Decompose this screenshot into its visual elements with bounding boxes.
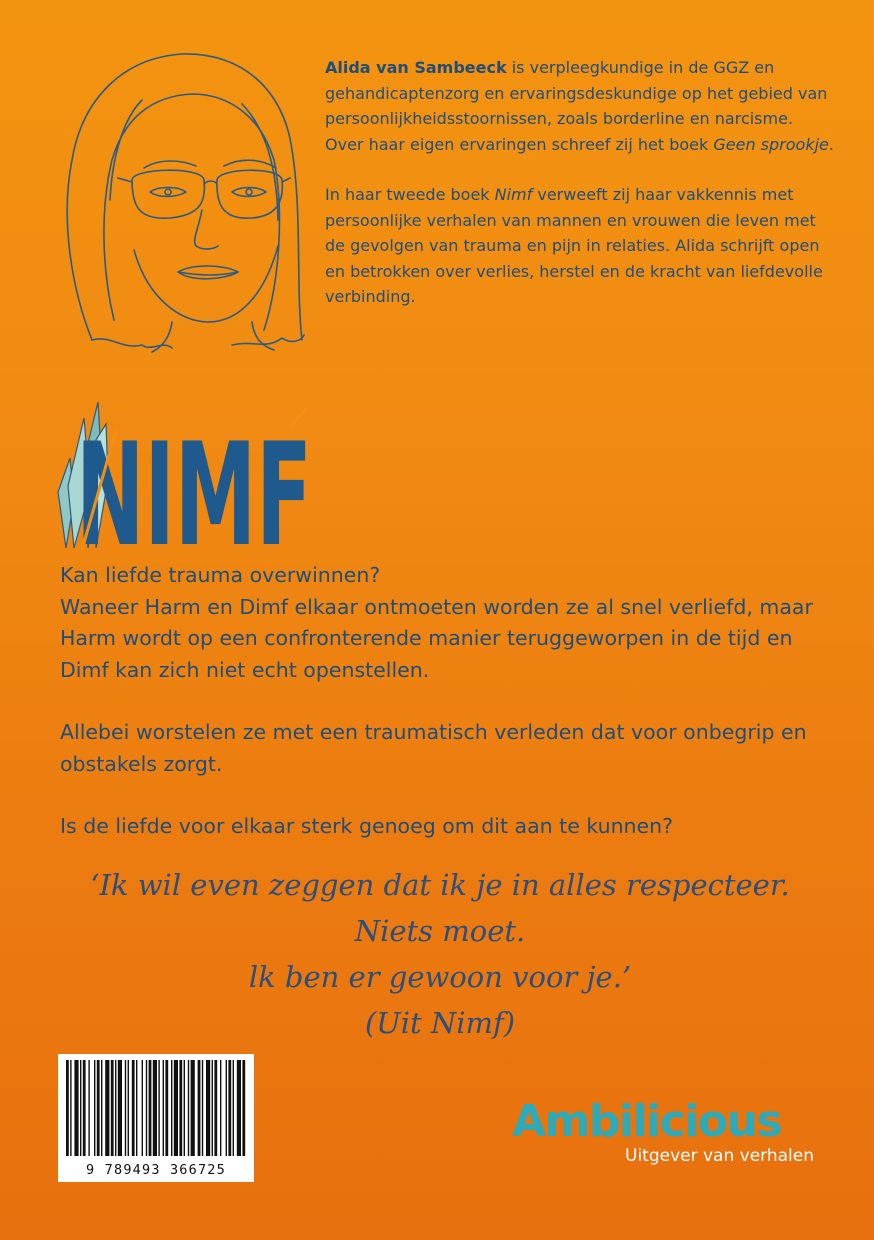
barcode-bar xyxy=(179,1060,182,1156)
barcode-bar xyxy=(83,1060,86,1156)
barcode-bar xyxy=(142,1060,143,1156)
barcode-bar xyxy=(101,1060,102,1156)
book-title-inline: Nimf xyxy=(494,185,533,204)
book-quote xyxy=(40,862,840,1046)
blurb-paragraph-2: Allebei worstelen ze met een traumatisch verleden dat voor onbegrip en obstakels zorgt. xyxy=(60,720,807,776)
barcode-bar xyxy=(128,1060,129,1156)
barcode-bar xyxy=(105,1060,109,1156)
barcode-bar xyxy=(237,1060,241,1156)
barcode-bar xyxy=(66,1060,69,1156)
barcode-bar xyxy=(174,1060,178,1156)
barcode-bar xyxy=(118,1060,122,1156)
barcode-bar xyxy=(206,1060,210,1156)
barcode-bar xyxy=(202,1060,203,1156)
isbn-barcode xyxy=(58,1054,254,1182)
publisher-name: Ambilicious xyxy=(512,1096,782,1147)
author-bio xyxy=(325,55,835,335)
book-title-logo xyxy=(44,400,314,550)
previous-book-title: Geen sprookje xyxy=(713,134,829,154)
barcode-bar xyxy=(74,1060,78,1156)
barcode-bar xyxy=(198,1060,201,1156)
barcode-bar xyxy=(220,1060,221,1156)
barcode-bar xyxy=(136,1060,137,1156)
barcode-bar xyxy=(165,1060,168,1156)
barcode-bar xyxy=(191,1060,195,1156)
blurb-closing-question: Is de liefde voor elkaar sterk genoeg om dit aan te kunnen? xyxy=(60,814,674,838)
barcode-bar xyxy=(153,1060,157,1156)
barcode-bar xyxy=(184,1060,185,1156)
barcode-bar xyxy=(242,1060,245,1156)
barcode-bar xyxy=(80,1060,81,1156)
barcode-bar xyxy=(228,1060,231,1156)
barcode-bar xyxy=(132,1060,135,1156)
quote-line-3: lk ben er gewoon voor je.’ xyxy=(248,960,632,994)
barcode-bar xyxy=(70,1060,71,1156)
author-portrait-drawing xyxy=(52,40,310,370)
isbn-number: 9 789493 366725 xyxy=(86,1162,226,1178)
barcode-bar xyxy=(88,1060,89,1156)
quote-line-2: Niets moet. xyxy=(354,914,526,948)
barcode-bar xyxy=(163,1060,164,1156)
author-bio-paragraph-2: In haar tweede boek Nimf verweeft zij haar vakkennis met persoonlijke verhalen van mannen en vrouwen die leven met de gevolgen van trauma en pijn in relaties. Alida schrijft open en betrokken over verlies, herstel en de kracht van liefdevolle verbinding. xyxy=(325,185,823,306)
barcode-bar xyxy=(149,1060,152,1156)
barcode-bar xyxy=(171,1060,172,1156)
barcode-bar xyxy=(111,1060,114,1156)
publisher-tagline: Uitgever van verhalen xyxy=(625,1146,815,1166)
barcode-bar xyxy=(125,1060,126,1156)
publisher-logo xyxy=(512,1096,822,1166)
author-bio-paragraph-1: Alida van Sambeeck is verpleegkundige in de GGZ en gehandicaptenzorg en ervaringsdeskundige op het gebied van persoonlijkheidsstoornissen, zoals borderline en narcisme. Over haar eigen ervaringen schreef zij het boek Geen sprookje. xyxy=(325,58,834,154)
barcode-bar xyxy=(226,1060,227,1156)
barcode-bar xyxy=(212,1060,213,1156)
blurb-paragraph-1: Waneer Harm en Dimf elkaar ontmoeten worden ze al snel verliefd, maar Harm wordt op een confronterende manier teruggeworpen in de tijd en Dimf kan zich niet echt openstellen. xyxy=(60,594,813,682)
quote-line-1: ‘Ik wil even zeggen dat ik je in alles respecteer. xyxy=(90,868,790,902)
barcode-bar xyxy=(233,1060,234,1156)
quote-source: (Uit Nimf) xyxy=(364,1006,516,1040)
author-name: Alida van Sambeeck xyxy=(325,58,507,77)
blurb-question: Kan liefde trauma overwinnen? xyxy=(60,563,381,587)
barcode-bar xyxy=(214,1060,217,1156)
barcode-bar xyxy=(146,1060,147,1156)
barcode-bars xyxy=(64,1060,248,1156)
barcode-bar xyxy=(158,1060,159,1156)
book-title-text: NIMF xyxy=(76,413,312,550)
barcode-bar xyxy=(94,1060,95,1156)
barcode-bar xyxy=(97,1060,100,1156)
barcode-bar xyxy=(188,1060,189,1156)
back-cover-blurb xyxy=(60,560,840,874)
barcode-bar xyxy=(115,1060,116,1156)
